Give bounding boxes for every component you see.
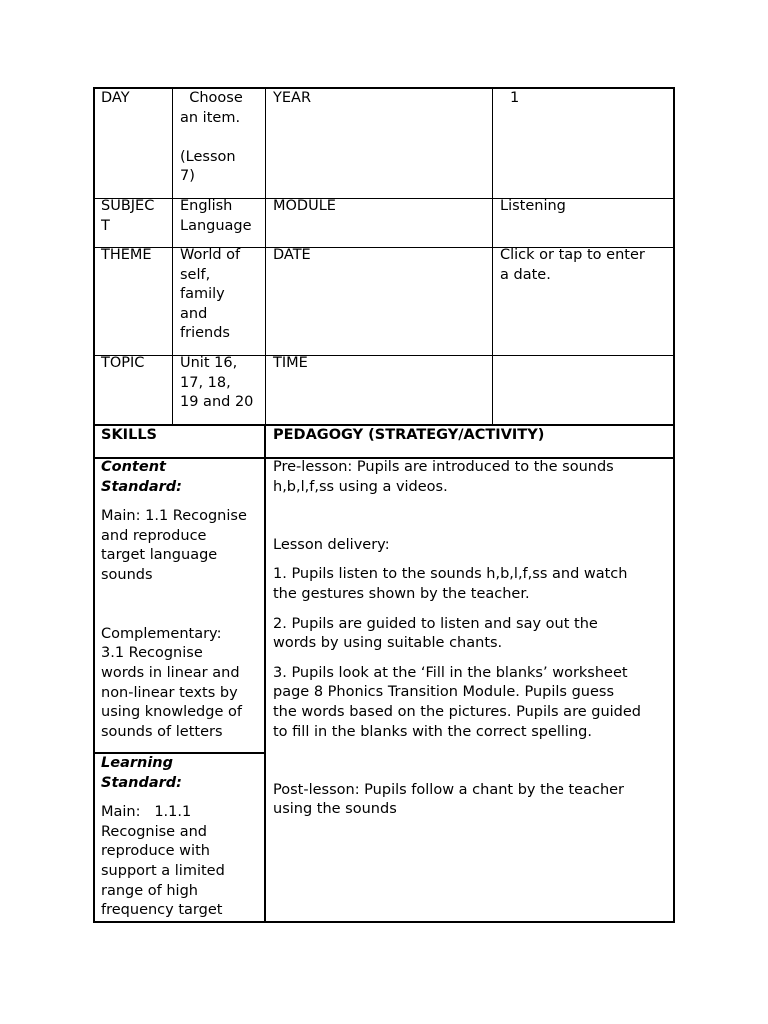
skills-header: SKILLS [101,427,157,443]
date-value[interactable]: Click or tap to enter a date. [500,247,645,283]
step-3: 3. Pupils look at the ‘Fill in the blanks’ worksheet [273,664,628,681]
pedagogy-content: Pre-lesson: Pupils are introduced to the sounds h,b,l,f,ss using a videos. Lesson delivery: 1. Pupils listen to the sounds h,b,l,f,ss and watch the gestures shown by the teacher. 2. Pupils are guided to listen and say out the words by using suitable chants. 3. Pupils look at the ‘Fill in the blanks’ worksheet page 8 Phonics Transition Module. Pupils guess the words based on the pictures. Pupils are guided to fill in the blanks with the correct spelling. Post-lesson: Pupils follow a chant by the teacher using the sounds [273,458,671,820]
learning-standard-heading: Learning [101,755,174,771]
lesson-delivery: Lesson delivery: [273,536,390,553]
day-value[interactable]: Choose an item. (Lesson 7) [180,90,243,185]
year-label: YEAR [273,90,312,106]
topic-value: Unit 16, 17, 18, 19 and 20 [180,355,254,411]
year-value: 1 [510,90,520,106]
pre-lesson: Pre-lesson: Pupils are introduced to the sounds [273,459,614,475]
learning-standard: Learning Standard: Main: 1.1.1 Recognise and reproduce with support a limited range of high frequency target [101,754,261,921]
content-standard-heading: Content [101,459,166,475]
pedagogy-header: PEDAGOGY (STRATEGY/ACTIVITY) [273,427,545,443]
time-label: TIME [273,355,308,371]
module-value: Listening [500,198,566,214]
col-divider-4 [264,425,266,922]
theme-label: THEME [101,247,152,263]
subject-label: SUBJEC T [101,198,155,234]
content-standard: Content Standard: Main: 1.1 Recognise and reproduce target language sounds Complementary: 3.1 Recognise words in linear and non-linear texts by using knowledge of sounds of letters [101,458,261,742]
col-divider-1 [172,88,173,425]
col-divider-3 [492,88,493,425]
module-label: MODULE [273,198,336,214]
col-divider-2 [265,88,266,425]
step-2: 2. Pupils are guided to listen and say out the [273,615,598,632]
day-label: DAY [101,90,130,106]
step-1: 1. Pupils listen to the sounds h,b,l,f,ss and watch [273,566,628,583]
theme-value: World of self, family and friends [180,247,241,342]
topic-label: TOPIC [101,355,145,371]
post-lesson: Post-lesson: Pupils follow a chant by the teacher [273,781,625,798]
date-label: DATE [273,247,311,263]
subject-value: English Language [180,198,252,234]
